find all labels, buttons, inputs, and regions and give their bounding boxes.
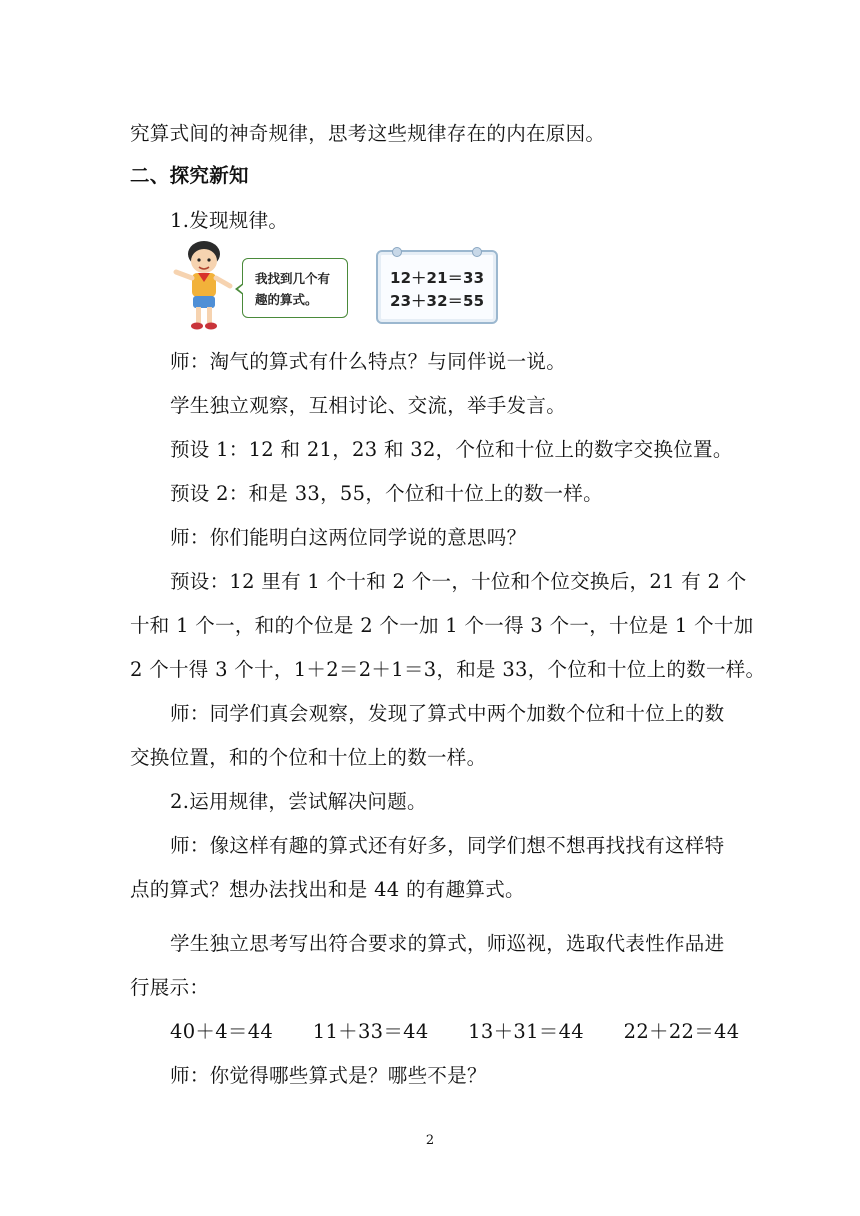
text-line: 师：同学们真会观察，发现了算式中两个加数个位和十位上的数 (170, 702, 725, 725)
text-line: 点的算式？想办法找出和是 44 的有趣算式。 (130, 878, 525, 901)
bubble-line: 我找到几个有 (255, 271, 331, 286)
illustration (168, 236, 508, 334)
text-line: 预设：12 里有 1 个十和 2 个一，十位和个位交换后，21 有 2 个 (170, 570, 747, 593)
text-line: 预设 2：和是 33，55，个位和十位上的数一样。 (170, 482, 603, 505)
text-line: 十和 1 个一，和的个位是 2 个一加 1 个一得 3 个一，十位是 1 个十加 (130, 614, 754, 637)
text-line: 行展示： (130, 976, 210, 999)
pin-icon (472, 247, 482, 257)
text-line: 师：你们能明白这两位同学说的意思吗？ (170, 526, 527, 549)
boy-illustration (168, 236, 238, 334)
text-line: 交换位置，和的个位和十位上的数一样。 (130, 746, 487, 769)
text-line: 预设 1：12 和 21，23 和 32，个位和十位上的数字交换位置。 (170, 438, 733, 461)
section-heading: 二、探究新知 (130, 164, 249, 187)
equation: 23＋32＝55 (390, 292, 485, 310)
text-line: 2 个十得 3 个十，1＋2＝2＋1＝3，和是 33，个位和十位上的数一样。 (130, 658, 766, 681)
bubble-line: 趣的算式。 (255, 292, 318, 307)
text-line: 师：你觉得哪些算式是？哪些不是？ (170, 1064, 487, 1087)
equation-list: 40＋4＝44 11＋33＝44 13＋31＝44 22＋22＝44 (170, 1020, 740, 1043)
text-line: 究算式间的神奇规律，思考这些规律存在的内在原因。 (130, 122, 606, 145)
equation-board (376, 250, 498, 324)
text-line: 师：淘气的算式有什么特点？与同伴说一说。 (170, 350, 567, 373)
speech-bubble-tail-fill (238, 284, 244, 294)
text-line: 学生独立观察，互相讨论、交流，举手发言。 (170, 394, 567, 417)
text-line: 学生独立思考写出符合要求的算式，师巡视，选取代表性作品进 (170, 932, 725, 955)
page-number: 2 (425, 1133, 435, 1148)
subheading: 1.发现规律。 (170, 209, 289, 232)
equation: 12＋21＝33 (390, 269, 485, 287)
subheading: 2.运用规律，尝试解决问题。 (170, 790, 427, 813)
pin-icon (392, 247, 402, 257)
speech-bubble-text (255, 268, 341, 310)
speech-bubble (242, 258, 348, 318)
text-line: 师：像这样有趣的算式还有好多，同学们想不想再找找有这样特 (170, 834, 725, 857)
